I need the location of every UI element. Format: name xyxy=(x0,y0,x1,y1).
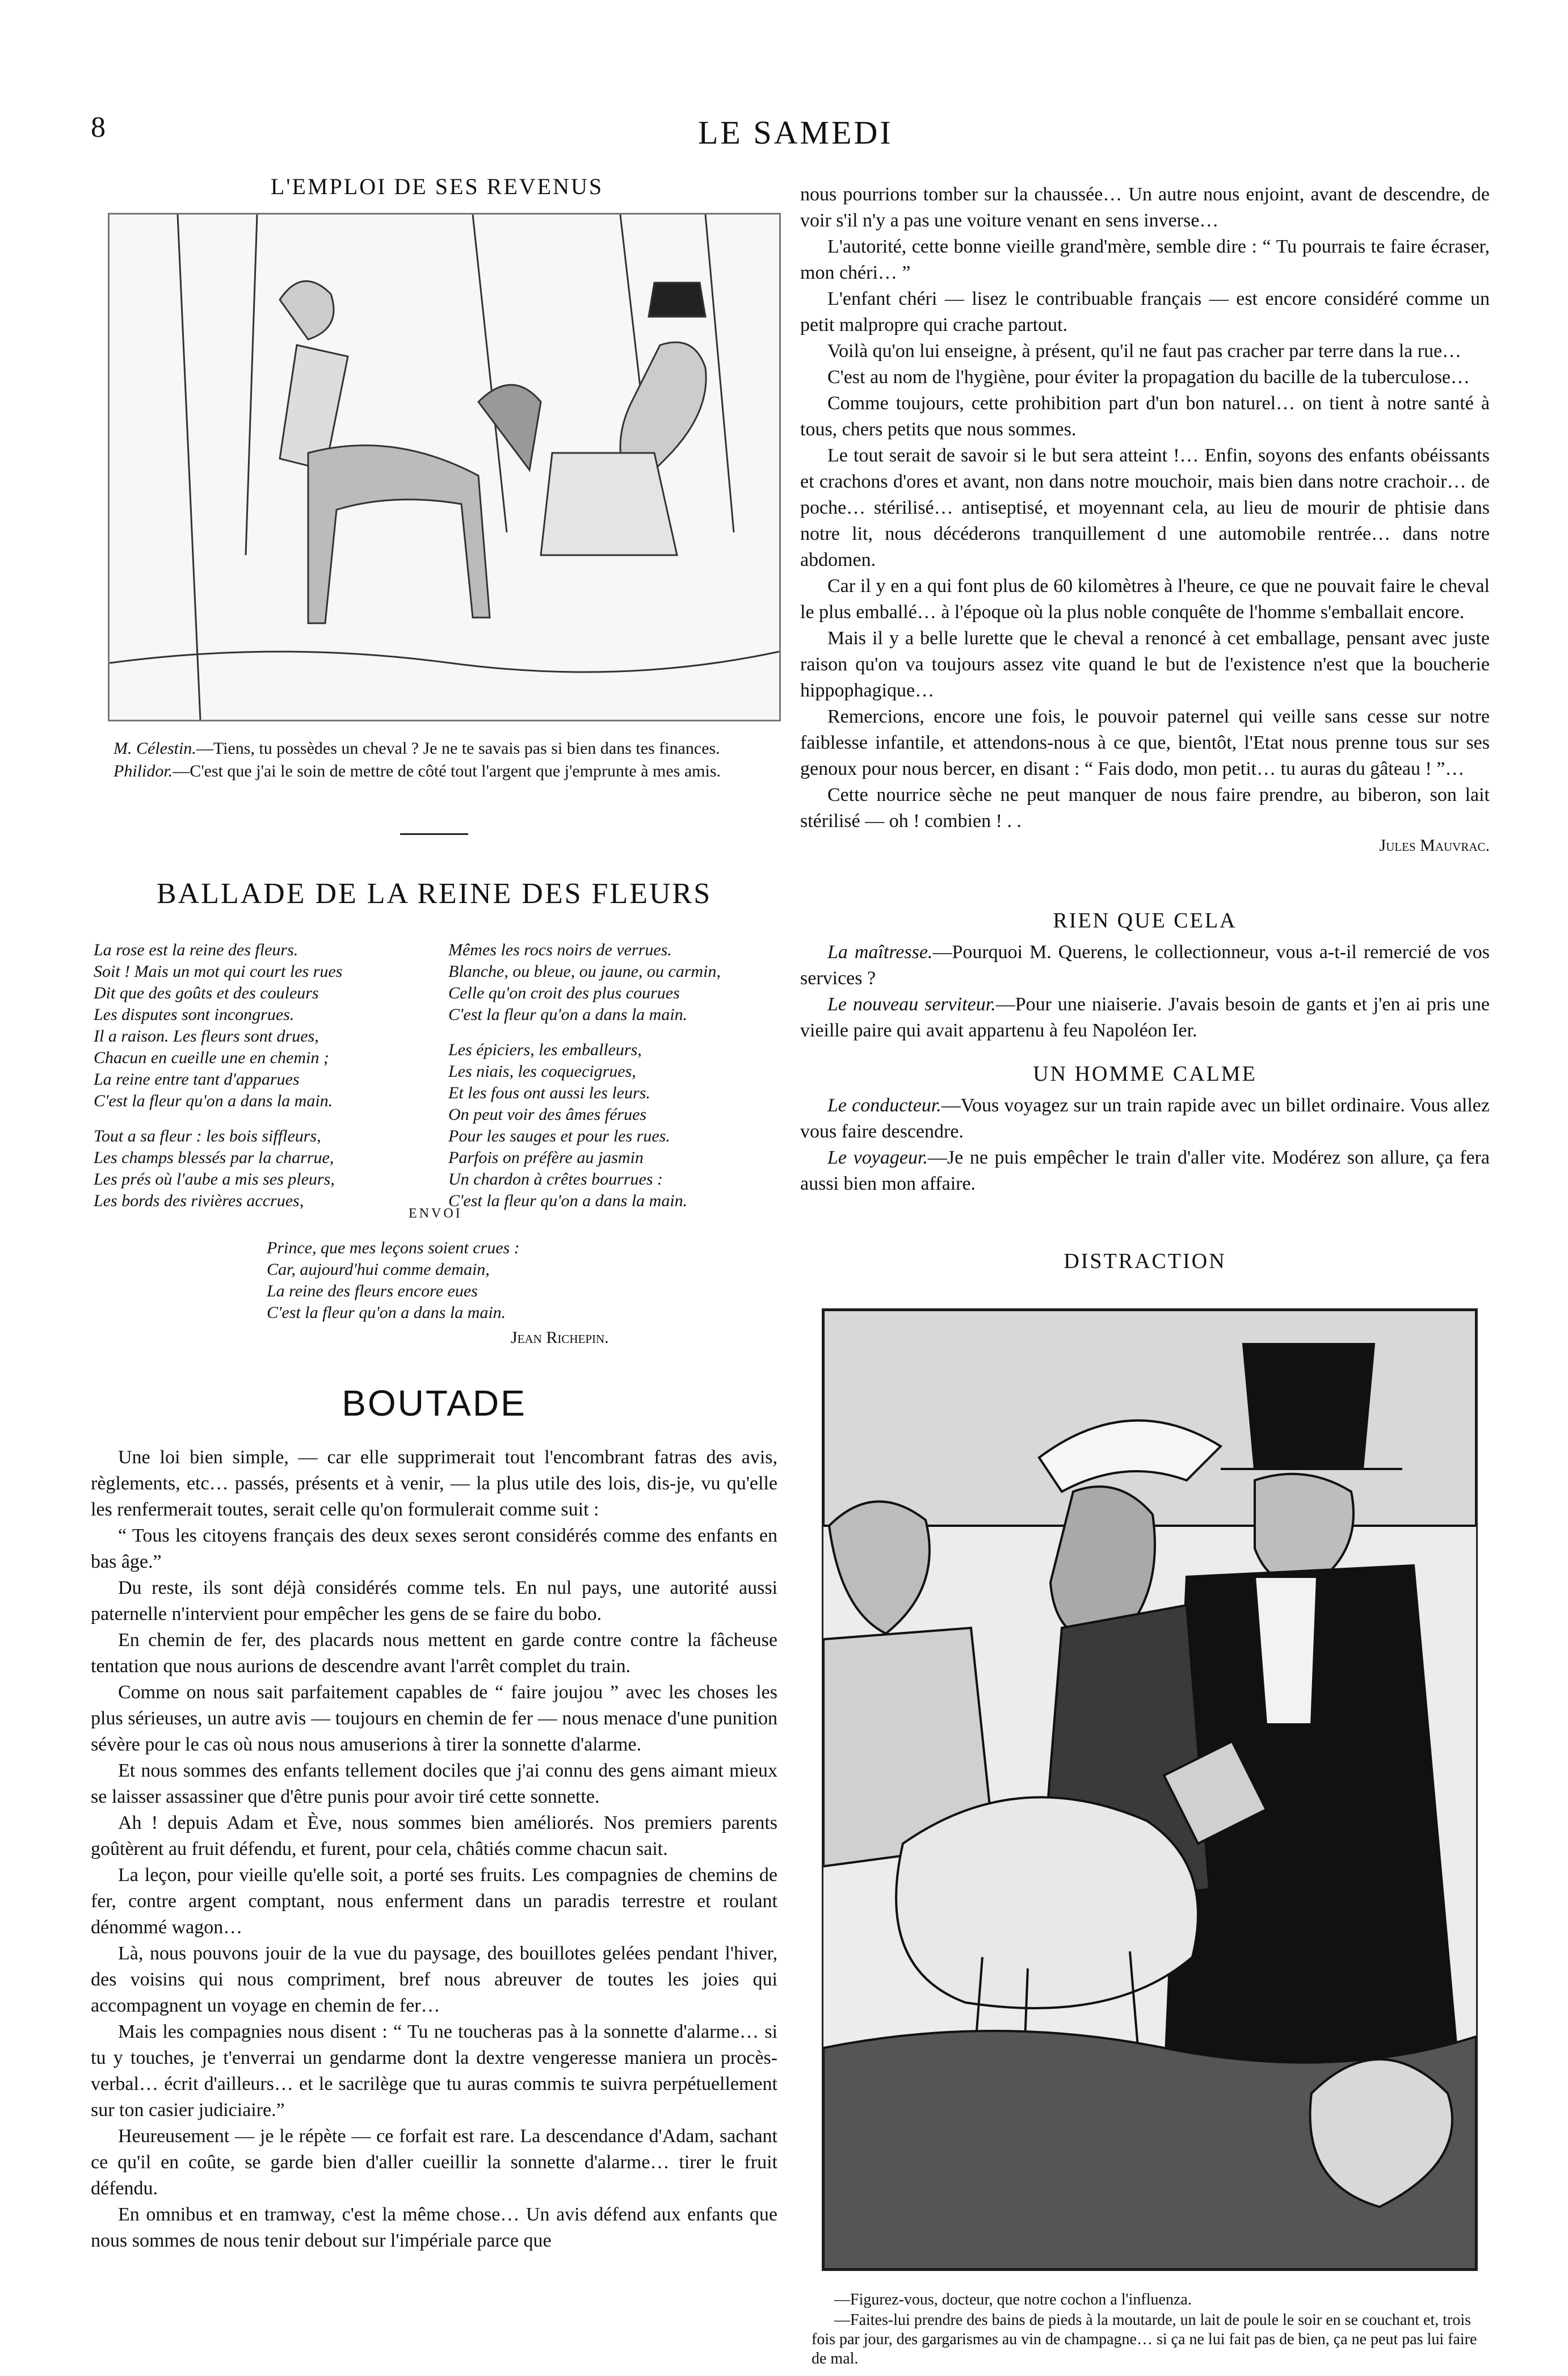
poem-line: La rose est la reine des fleurs. xyxy=(94,941,299,959)
boutade-continuation xyxy=(800,182,1490,857)
paragraph: Du reste, ils sont déjà considérés comme tels. En nul pays, une autorité aussi paternelle n'intervient pour empêcher les gens de se faire du bobo. xyxy=(91,1577,777,1624)
poem-line: Dit que des goûts et des couleurs xyxy=(94,984,319,1002)
paragraph: Et nous sommes des enfants tellement dociles que j'ai connu des gens aimant mieux se laisser assassiner que d'être punis pour avoir tiré cette sonnette. xyxy=(91,1760,777,1807)
dialogue-line xyxy=(800,1145,1490,1197)
paragraph: Une loi bien simple, — car elle supprimerait tout l'encombrant fatras des avis, règlements, etc… passés, présents et à venir, — la plus utile des lois, dis-je, vu qu'elle les renfermerait toutes, serait celle qu'on formulerait comme suit : xyxy=(91,1447,777,1520)
paragraph: Car il y en a qui font plus de 60 kilomètres à l'heure, ce que ne pouvait faire le cheval le plus emballé… à l'époque où la plus noble conquête de l'homme s'emballait encore. xyxy=(800,576,1490,623)
caption-line xyxy=(91,738,777,759)
dialogue-line xyxy=(800,939,1490,992)
paragraph: Remercions, encore une fois, le pouvoir paternel qui veille sans cesse sur notre faiblesse infantile, et attendons-nous à ce que, bientôt, l'Etat nous prenne tous sur ses genoux pour nous bercer, en disant : “ Fais dodo, mon petit… tu auras du gâteau ! ”… xyxy=(800,706,1490,779)
paragraph: La leçon, pour vieille qu'elle soit, a porté ses fruits. Les compagnies de chemins de fer, contre argent comptant, nous enferment dans un paradis terrestre et roulant dénommé wagon… xyxy=(91,1865,777,1938)
rien-heading: RIEN QUE CELA xyxy=(1053,909,1237,933)
speaker: Le voyageur. xyxy=(827,1147,928,1168)
paragraph: Le tout serait de savoir si le but sera atteint !… Enfin, soyons des enfants obéissants et crachons d'ores et avant, non dans notre mouchoir, mais bien dans notre crachoir… de poche… stérilisé… antiseptisé, et moyennant cela, au lieu de mourir de phtisie dans notre lit, nous décéderons tranquillement d une automobile rentrée… dans notre abdomen. xyxy=(800,445,1490,570)
speaker: Le conducteur. xyxy=(827,1095,941,1116)
dialogue-line xyxy=(800,992,1490,1044)
stanza xyxy=(448,1039,783,1212)
ballade-signature: Jean Richepin. xyxy=(511,1328,609,1347)
caption-speaker: M. Célestin. xyxy=(113,739,196,758)
dialogue-text: —Je ne puis empêcher le train d'aller vite. Modérez son allure, ça fera aussi bien mon affaire. xyxy=(800,1147,1490,1194)
paragraph: nous pourrions tomber sur la chaussée… Un autre nous enjoint, avant de descendre, de voir s'il n'y a pas une voiture venant en sens inverse… xyxy=(800,184,1490,231)
caption-line: —Figurez-vous, docteur, que notre cochon a l'influenza. xyxy=(834,2291,1192,2308)
paragraph: Cette nourrice sèche ne peut manquer de nous faire prendre, au biberon, son lait stérilisé — oh ! combien ! . . xyxy=(800,784,1490,832)
envoi-block xyxy=(267,1237,664,1324)
paragraph: Comme on nous sait parfaitement capables de “ faire joujou ” avec les choses les plus sérieuses, un autre avis — toujours en chemin de fer — nous menace d'une punition sévère pour le cas où nous nous amuserions à tirer la sonnette d'alarme. xyxy=(91,1682,777,1755)
dialogue-text: —Pour une niaiserie. J'avais besoin de gants et j'en ai pris une vieille paire qui avait appartenu à feu Napoléon Ier. xyxy=(800,994,1490,1041)
ballade-right-column xyxy=(448,939,783,1225)
poem-line: La reine des fleurs encore eues xyxy=(267,1282,478,1300)
poem-line: On peut voir des âmes férues xyxy=(448,1105,647,1124)
paragraph: Voilà qu'on lui enseigne, à présent, qu'il ne faut pas cracher par terre dans la rue… xyxy=(827,341,1462,362)
poem-line: C'est la fleur qu'on a dans la main. xyxy=(94,1092,333,1110)
poem-line: Blanche, ou bleue, ou jaune, ou carmin, xyxy=(448,962,721,981)
envoi-label: ENVOI xyxy=(409,1206,463,1221)
stanza xyxy=(448,939,783,1026)
dialogue-line xyxy=(800,1093,1490,1145)
paragraph: Comme toujours, cette prohibition part d'un bon naturel… on tient à notre santé à tous, chers petits que nous sommes. xyxy=(800,393,1490,440)
poem-line: Soit ! Mais un mot qui court les rues xyxy=(94,962,343,981)
caption-speaker: Philidor. xyxy=(113,762,173,780)
paragraph: Là, nous pouvons jouir de la vue du paysage, des bouillotes gelées pendant l'hiver, des voisins qui nous compriment, bref nous abreuver de toutes les joies qui accompagnent un voyage en chemin de fer… xyxy=(91,1943,777,2016)
emploi-heading: L'EMPLOI DE SES REVENUS xyxy=(270,174,604,199)
caption-line: —Faites-lui prendre des bains de pieds à la moutarde, un lait de poule le soir en se couchant et, trois fois par jour, des gargarismes au vin de champagne… si ça ne lui fait pas de bien, ça ne peut pas lui faire de mal. xyxy=(812,2311,1477,2367)
article-signature: Jules Mauvrac. xyxy=(1379,836,1490,855)
paragraph: Mais les compagnies nous disent : “ Tu ne toucheras pas à la sonnette d'alarme… si tu y touches, je t'enverrai un gendarme dont la dextre vengeresse maniera un procès-verbal… écrit d'ailleurs… et le sacrilège que tu auras commis te suivra perpétuellement sur ton casier judiciaire.” xyxy=(91,2021,777,2121)
calme-dialogue xyxy=(800,1093,1490,1197)
market-illustration xyxy=(822,1308,1478,2271)
section-divider xyxy=(400,833,468,835)
poem-line: Pour les sauges et pour les rues. xyxy=(448,1127,670,1145)
newspaper-title: LE SAMEDI xyxy=(698,114,893,151)
ballade-left-column xyxy=(94,939,434,1225)
paragraph: L'enfant chéri — lisez le contribuable français — est encore considéré comme un petit malpropre qui crache partout. xyxy=(800,288,1490,335)
paragraph: Mais il y a belle lurette que le cheval a renoncé à cet emballage, pensant avec juste raison qu'on va toujours assez vite quand le but de l'existence n'est que la boucherie hippophagique… xyxy=(800,628,1490,701)
speaker: Le nouveau serviteur. xyxy=(827,994,996,1015)
page-number: 8 xyxy=(91,111,106,144)
boutade-heading: BOUTADE xyxy=(342,1383,527,1424)
dialogue-text: —Pourquoi M. Querens, le collectionneur, vous a-t-il remercié de vos services ? xyxy=(800,942,1490,989)
caption-text: —C'est que j'ai le soin de mettre de côté tout l'argent que j'emprunte à mes amis. xyxy=(173,762,721,780)
poem-line: Car, aujourd'hui comme demain, xyxy=(267,1260,490,1279)
poem-line: Les bords des rivières accrues, xyxy=(94,1191,304,1210)
poem-line: C'est la fleur qu'on a dans la main. xyxy=(448,1005,688,1024)
poem-line: Chacun en cueille une en chemin ; xyxy=(94,1048,329,1067)
poem-line: C'est la fleur qu'on a dans la main. xyxy=(448,1191,688,1210)
ballade-heading: BALLADE DE LA REINE DES FLEURS xyxy=(156,878,712,910)
poem-line: Prince, que mes leçons soient crues : xyxy=(267,1239,520,1257)
paragraph: Ah ! depuis Adam et Ève, nous sommes bien améliorés. Nos premiers parents goûtèrent au fruit défendu, et furent, pour cela, châtiés comme chacun sait. xyxy=(91,1812,777,1859)
poem-line: Les épiciers, les emballeurs, xyxy=(448,1040,642,1059)
paragraph: En chemin de fer, des placards nous mettent en garde contre contre la fâcheuse tentation que nous aurions de descendre avant l'arrêt complet du train. xyxy=(91,1630,777,1677)
poem-line: C'est la fleur qu'on a dans la main. xyxy=(267,1303,506,1322)
stanza xyxy=(94,1126,434,1212)
poem-line: Tout a sa fleur : les bois siffleurs, xyxy=(94,1127,321,1145)
caption-text: —Tiens, tu possèdes un cheval ? Je ne te savais pas si bien dans tes finances. xyxy=(196,739,720,758)
rien-dialogue xyxy=(800,939,1490,1044)
horseman-illustration xyxy=(108,213,781,721)
paragraph: En omnibus et en tramway, c'est la même chose… Un avis défend aux enfants que nous sommes de nous tenir debout sur l'impériale parce que xyxy=(91,2204,777,2251)
distraction-captions xyxy=(812,2290,1493,2370)
dialogue-text: —Vous voyagez sur un train rapide avec un billet ordinaire. Vous allez vous faire descendre. xyxy=(800,1095,1490,1142)
paragraph: “ Tous les citoyens français des deux sexes seront considérés comme des enfants en bas âge.” xyxy=(91,1525,777,1572)
poem-line: Parfois on préfère au jasmin xyxy=(448,1148,644,1167)
distraction-heading: DISTRACTION xyxy=(1063,1249,1226,1273)
poem-line: Les prés où l'aube a mis ses pleurs, xyxy=(94,1170,335,1189)
poem-line: Les champs blessés par la charrue, xyxy=(94,1148,334,1167)
paragraph: L'autorité, cette bonne vieille grand'mère, semble dire : “ Tu pourrais te faire écraser, mon chéri… ” xyxy=(800,236,1490,283)
speaker: La maîtresse. xyxy=(827,942,933,963)
poem-line: Il a raison. Les fleurs sont drues, xyxy=(94,1027,319,1046)
calme-heading: UN HOMME CALME xyxy=(1033,1062,1257,1086)
poem-line: Les disputes sont incongrues. xyxy=(94,1005,295,1024)
poem-line: Celle qu'on croit des plus courues xyxy=(448,984,680,1002)
caption-line xyxy=(91,761,777,782)
paragraph: C'est au nom de l'hygiène, pour éviter la propagation du bacille de la tuberculose… xyxy=(827,367,1470,388)
poem-line: Mêmes les rocs noirs de verrues. xyxy=(448,941,672,959)
emploi-captions xyxy=(91,738,777,783)
stanza xyxy=(94,939,434,1112)
poem-line: La reine entre tant d'apparues xyxy=(94,1070,300,1089)
poem-line: Les niais, les coquecigrues, xyxy=(448,1062,636,1081)
poem-line: Un chardon à crêtes bourrues : xyxy=(448,1170,663,1189)
poem-line: Et les fous ont aussi les leurs. xyxy=(448,1084,650,1102)
paragraph: Heureusement — je le répète — ce forfait est rare. La descendance d'Adam, sachant ce qu'il en coûte, se garde bien d'aller cueillir la sonnette d'alarme… tirer le fruit défendu. xyxy=(91,2126,777,2199)
boutade-article xyxy=(91,1445,777,2254)
